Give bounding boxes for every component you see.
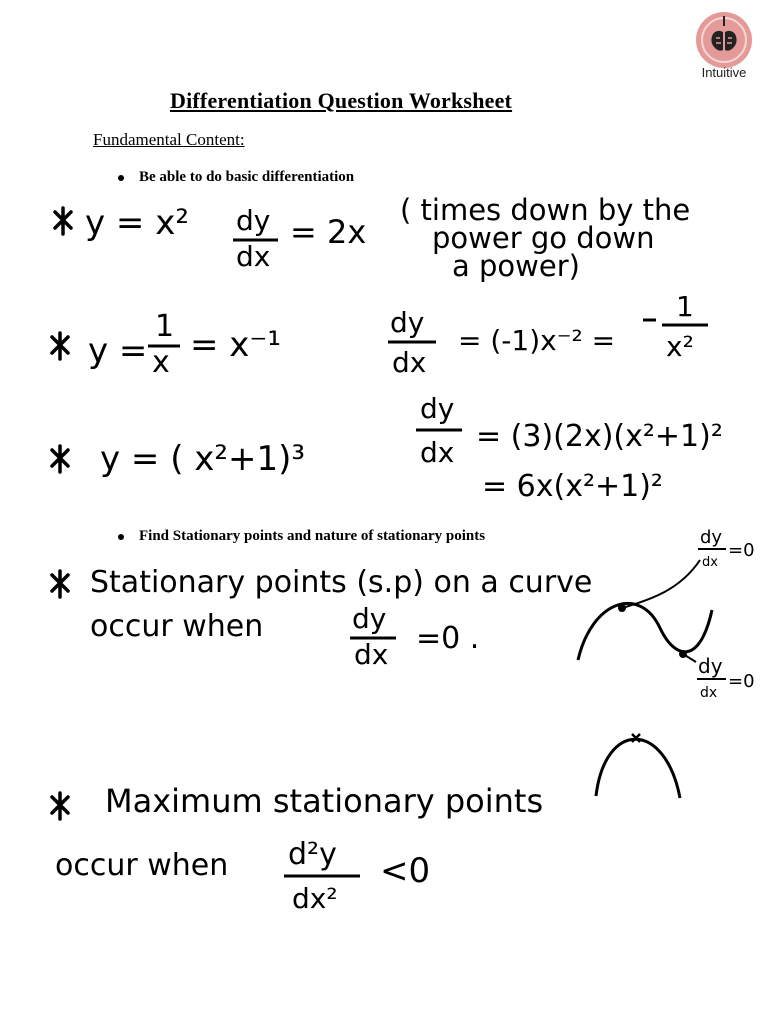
statement-line: occur when xyxy=(55,848,229,883)
label-condition: =0 xyxy=(728,671,755,692)
label-numerator: dy xyxy=(700,527,723,548)
asterisk-icon xyxy=(52,333,68,359)
asterisk-icon xyxy=(52,793,68,819)
fraction-numerator: d²y xyxy=(288,837,337,872)
comment-line: a power) xyxy=(452,249,580,283)
fraction-denominator: dx xyxy=(236,240,271,273)
comment-line: power go down xyxy=(432,221,655,255)
statement-line: Stationary points (s.p) on a curve xyxy=(90,565,593,600)
fraction-numerator: dy xyxy=(236,204,271,237)
label-denominator: dx xyxy=(700,685,718,701)
fraction-numerator: dy xyxy=(420,392,455,425)
equation: y = xyxy=(88,331,148,371)
bullet-text: Find Stationary points and nature of stationary points xyxy=(139,528,486,544)
fraction-numerator: dy xyxy=(352,602,387,635)
equation-part: = x⁻¹ xyxy=(190,325,281,365)
asterisk-icon xyxy=(52,571,68,597)
section-heading: Fundamental Content: xyxy=(93,130,245,149)
fraction-denominator: dx² xyxy=(292,882,338,915)
statement-line: Maximum stationary points xyxy=(105,782,544,820)
fraction-denominator: x² xyxy=(666,330,694,363)
fraction-denominator: dx xyxy=(392,346,427,379)
asterisk-icon xyxy=(55,208,71,234)
equation: y = x² xyxy=(85,203,189,243)
fraction-denominator: x xyxy=(152,345,170,380)
result-line: = 6x(x²+1)² xyxy=(482,469,663,504)
bullet-text: Be able to do basic differentiation xyxy=(139,169,355,185)
maximum-curve-sketch xyxy=(596,734,680,798)
label-numerator: dy xyxy=(698,654,723,678)
result-line: = (3)(2x)(x²+1)² xyxy=(476,419,723,454)
fraction-denominator: dx xyxy=(354,638,389,671)
asterisk-icon xyxy=(52,446,68,472)
asterisk-marks xyxy=(52,208,71,819)
fraction-numerator: 1 xyxy=(676,290,694,323)
equation-part: = (-1)x⁻² = xyxy=(458,324,616,357)
comment-line: ( times down by the xyxy=(400,193,691,227)
label-denominator: dx xyxy=(702,555,718,570)
fraction-numerator: dy xyxy=(390,306,425,339)
statement-line: occur when xyxy=(90,609,264,644)
fraction-denominator: dx xyxy=(420,436,455,469)
equation: y = ( x²+1)³ xyxy=(100,439,306,479)
result: = 2x xyxy=(290,213,367,251)
fraction-numerator: 1 xyxy=(155,309,175,344)
label-condition: =0 xyxy=(728,540,755,561)
condition: =0 . xyxy=(416,621,480,656)
page-title: Differentiation Question Worksheet xyxy=(170,88,513,113)
curve-sketch xyxy=(578,560,712,662)
logo-text: Intuitive xyxy=(701,65,747,80)
condition: <0 xyxy=(380,851,431,891)
